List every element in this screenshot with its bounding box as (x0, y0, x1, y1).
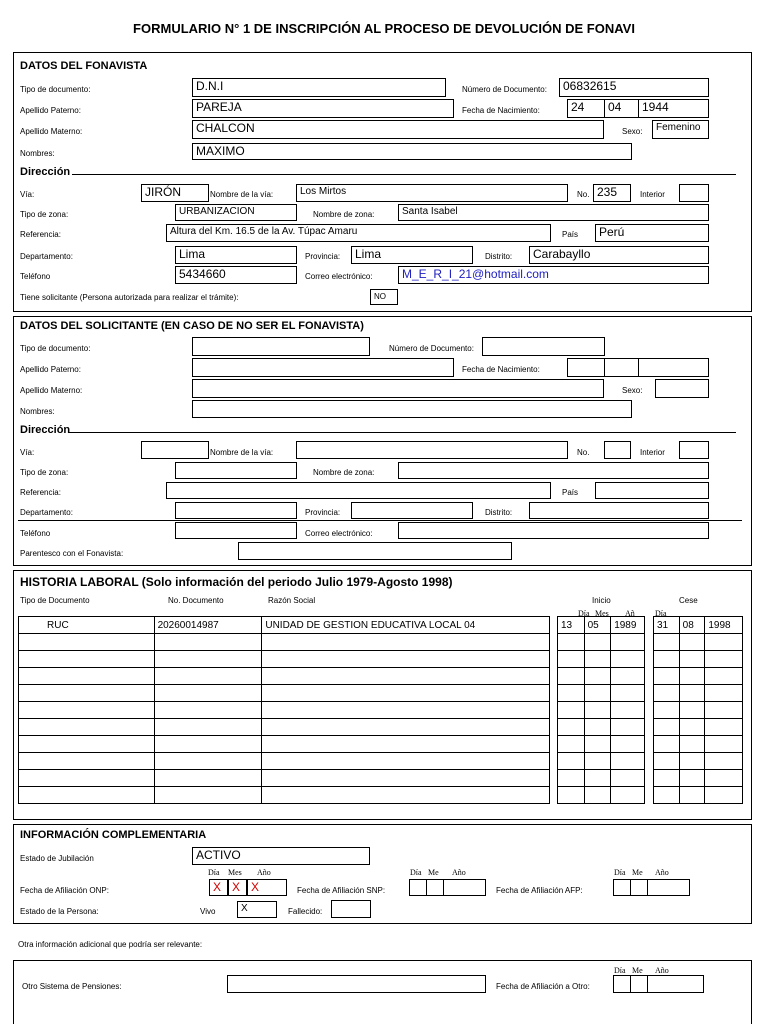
start-year-cell[interactable]: 1989 (611, 617, 645, 634)
end-day-cell[interactable] (654, 685, 680, 702)
job-start-row (558, 634, 645, 651)
end-month-cell[interactable] (679, 736, 705, 753)
start-year-cell[interactable] (611, 753, 645, 770)
pais-field[interactable]: Perú (595, 224, 709, 242)
s-pais-label: País (562, 488, 579, 497)
end-day-cell[interactable] (654, 770, 680, 787)
s-tipo-zona-field[interactable] (175, 462, 297, 479)
doc-type-cell[interactable] (19, 719, 155, 736)
afp-dia-header: Día (614, 868, 626, 877)
s-provincia-label: Provincia: (305, 508, 341, 517)
job-end-row (654, 651, 743, 668)
pais-label: País (562, 230, 579, 239)
start-day-cell[interactable] (558, 702, 585, 719)
s-nombre-via-label: Nombre de la vía: (210, 448, 274, 457)
end-year-cell[interactable] (705, 651, 743, 668)
razon-social-cell[interactable] (262, 770, 550, 787)
fallecido-field[interactable] (331, 900, 371, 918)
cese-dia-header: Día (655, 609, 667, 618)
start-month-cell[interactable] (584, 634, 611, 651)
otro-sistema-field[interactable] (227, 975, 486, 993)
end-year-cell[interactable] (705, 787, 743, 804)
s-nombre-zona-field[interactable] (398, 462, 709, 479)
otro-mes-header: Me (632, 966, 643, 975)
tipo-zona-label: Tipo de zona: (20, 210, 69, 219)
end-month-cell[interactable] (679, 719, 705, 736)
job-start-row (558, 685, 645, 702)
page-title: FORMULARIO N° 1 DE INSCRIPCIÓN AL PROCESO DE DEVOLUCIÓN DE FONAVI (133, 21, 635, 36)
nombre-zona-field[interactable]: Santa Isabel (398, 204, 709, 221)
col-razon-header: Razón Social (268, 596, 316, 605)
otro-anio-field[interactable] (647, 975, 704, 993)
s-tipo-zona-label: Tipo de zona: (20, 468, 69, 477)
end-month-cell[interactable]: 08 (679, 617, 705, 634)
col-inicio-header: Inicio (592, 596, 611, 605)
job-end-row (654, 719, 743, 736)
s-correo-field[interactable] (398, 522, 709, 539)
onp-label: Fecha de Afiliación ONP: (20, 886, 109, 895)
doc-number-cell[interactable]: 20260014987 (154, 617, 262, 634)
razon-social-cell[interactable] (262, 719, 550, 736)
vivo-label: Vivo (200, 907, 216, 916)
otro-sistema-label: Otro Sistema de Pensiones: (22, 982, 122, 991)
job-start-row (558, 719, 645, 736)
doc-type-cell[interactable] (19, 736, 155, 753)
otro-mes-field[interactable] (630, 975, 648, 993)
onp-anio-header: Año (257, 868, 271, 877)
s-no-label: No. (577, 448, 590, 457)
start-month-cell[interactable] (584, 736, 611, 753)
inicio-mes-header: Mes (595, 609, 609, 618)
end-month-cell[interactable] (679, 787, 705, 804)
end-day-cell[interactable] (654, 787, 680, 804)
s-fecha-nac-label: Fecha de Nacimiento: (462, 365, 540, 374)
fonavista-heading: DATOS DEL FONAVISTA (20, 60, 148, 72)
start-month-cell[interactable] (584, 668, 611, 685)
doc-type-cell[interactable] (19, 770, 155, 787)
otro-dia-header: Día (614, 966, 626, 975)
start-month-cell[interactable]: 05 (584, 617, 611, 634)
end-day-cell[interactable] (654, 651, 680, 668)
ap-paterno-field[interactable]: PAREJA (192, 99, 454, 118)
nac-dia-field[interactable]: 24 (567, 99, 605, 118)
job-end-row (654, 770, 743, 787)
end-year-cell[interactable] (705, 770, 743, 787)
job-row (19, 685, 550, 702)
start-year-cell[interactable] (611, 634, 645, 651)
job-start-row (558, 668, 645, 685)
start-year-cell[interactable] (611, 770, 645, 787)
s-nac-anio-field[interactable] (638, 358, 709, 377)
afp-mes-field[interactable] (630, 879, 648, 896)
razon-social-cell[interactable] (262, 651, 550, 668)
snp-anio-header: Año (452, 868, 466, 877)
historia-table-main (18, 616, 550, 804)
s-nombre-zona-label: Nombre de zona: (313, 468, 375, 477)
start-year-cell[interactable] (611, 787, 645, 804)
s-nombres-field[interactable] (192, 400, 632, 418)
start-month-cell[interactable] (584, 685, 611, 702)
end-year-cell[interactable] (705, 719, 743, 736)
start-day-cell[interactable] (558, 753, 585, 770)
job-end-row (654, 753, 743, 770)
ap-paterno-label: Apellido Paterno: (20, 106, 81, 115)
job-start-row (558, 617, 645, 634)
historia-table-cese (653, 616, 743, 804)
job-end-row (654, 634, 743, 651)
job-start-row (558, 736, 645, 753)
num-doc-label: Número de Documento: (462, 85, 547, 94)
s-direccion-heading: Dirección (20, 424, 71, 436)
s-via-field[interactable] (141, 441, 209, 459)
start-day-cell[interactable] (558, 770, 585, 787)
direccion-rule (72, 174, 736, 175)
doc-type-cell[interactable] (19, 685, 155, 702)
s-provincia-field[interactable] (351, 502, 473, 519)
ap-materno-label: Apellido Materno: (20, 127, 83, 136)
no-label: No. (577, 190, 590, 199)
direccion-heading: Dirección (20, 166, 71, 178)
end-year-cell[interactable] (705, 685, 743, 702)
sexo-label: Sexo: (622, 127, 643, 136)
doc-number-cell[interactable] (154, 668, 262, 685)
otro-dia-field[interactable] (613, 975, 631, 993)
job-row (19, 787, 550, 804)
start-year-cell[interactable] (611, 736, 645, 753)
nombres-label: Nombres: (20, 149, 55, 158)
s-distrito-label: Distrito: (485, 508, 513, 517)
onp-mes-header: Mes (228, 868, 242, 877)
snp-mes-header: Me (428, 868, 439, 877)
start-year-cell[interactable] (611, 685, 645, 702)
job-end-row (654, 668, 743, 685)
via-label: Vía: (20, 190, 35, 199)
historia-heading: HISTORIA LABORAL (Solo información del periodo Julio 1979-Agosto 1998) (20, 575, 453, 589)
num-doc-field[interactable]: 06832615 (559, 78, 709, 97)
historia-table-inicio (557, 616, 645, 804)
afiliacion-otro-label: Fecha de Afiliación a Otro: (496, 982, 590, 991)
interior-field[interactable] (679, 184, 709, 202)
s-sexo-label: Sexo: (622, 386, 643, 395)
col-no-header: No. Documento (168, 596, 224, 605)
solicitante-heading: DATOS DEL SOLICITANTE (EN CASO DE NO SER EL FONAVISTA) (20, 320, 364, 332)
doc-number-cell[interactable] (154, 702, 262, 719)
s-referencia-label: Referencia: (20, 488, 61, 497)
end-month-cell[interactable] (679, 634, 705, 651)
nombre-zona-label: Nombre de zona: (313, 210, 375, 219)
job-start-row (558, 651, 645, 668)
doc-type-cell[interactable] (19, 668, 155, 685)
complementaria-heading: INFORMACIÓN COMPLEMENTARIA (20, 829, 207, 841)
nac-mes-field[interactable]: 04 (604, 99, 639, 118)
doc-type-cell[interactable] (19, 634, 155, 651)
s-sexo-field[interactable] (655, 379, 709, 398)
s-ap-materno-field[interactable] (192, 379, 604, 398)
start-day-cell[interactable] (558, 787, 585, 804)
afp-mes-header: Me (632, 868, 643, 877)
s-departamento-label: Departamento: (20, 508, 73, 517)
doc-number-cell[interactable] (154, 685, 262, 702)
job-row (19, 736, 550, 753)
snp-mes-field[interactable] (426, 879, 444, 896)
end-month-cell[interactable] (679, 651, 705, 668)
fecha-nac-label: Fecha de Nacimiento: (462, 106, 540, 115)
end-year-cell[interactable]: 1998 (705, 617, 743, 634)
interior-label: Interior (640, 190, 665, 199)
onp-dia-field[interactable]: X (209, 879, 228, 896)
snp-anio-field[interactable] (443, 879, 486, 896)
end-year-cell[interactable] (705, 702, 743, 719)
snp-dia-field[interactable] (409, 879, 427, 896)
onp-anio-field[interactable]: X (247, 879, 287, 896)
start-month-cell[interactable] (584, 702, 611, 719)
end-day-cell[interactable] (654, 736, 680, 753)
provincia-label: Provincia: (305, 252, 341, 261)
inicio-dia-header: Día (578, 609, 590, 618)
start-year-cell[interactable] (611, 651, 645, 668)
doc-type-cell[interactable] (19, 702, 155, 719)
razon-social-cell[interactable] (262, 668, 550, 685)
start-month-cell[interactable] (584, 719, 611, 736)
doc-number-cell[interactable] (154, 719, 262, 736)
doc-type-cell[interactable] (19, 787, 155, 804)
s-ap-paterno-label: Apellido Paterno: (20, 365, 81, 374)
s-nac-dia-field[interactable] (567, 358, 605, 377)
nac-anio-field[interactable]: 1944 (638, 99, 709, 118)
s-referencia-field[interactable] (166, 482, 551, 499)
tipo-zona-field[interactable]: URBANIZACION (175, 204, 297, 221)
razon-social-cell[interactable] (262, 702, 550, 719)
onp-mes-field[interactable]: X (228, 879, 247, 896)
start-year-cell[interactable] (611, 668, 645, 685)
s-no-field[interactable] (604, 441, 631, 459)
end-month-cell[interactable] (679, 668, 705, 685)
start-month-cell[interactable] (584, 787, 611, 804)
s-parentesco-field[interactable] (238, 542, 512, 560)
s-via-label: Vía: (20, 448, 35, 457)
inicio-anio-header: Añ (625, 609, 635, 618)
otra-info-label: Otra información adicional que podría ser relevante: (18, 940, 203, 949)
snp-label: Fecha de Afiliación SNP: (297, 886, 386, 895)
end-day-cell[interactable] (654, 719, 680, 736)
start-day-cell[interactable]: 13 (558, 617, 585, 634)
referencia-label: Referencia: (20, 230, 61, 239)
job-row (19, 753, 550, 770)
job-row (19, 770, 550, 787)
solicitante-label: Tiene solicitante (Persona autorizada para realizar el trámite): (20, 293, 239, 302)
s-interior-field[interactable] (679, 441, 709, 459)
end-day-cell[interactable] (654, 702, 680, 719)
nombre-via-field[interactable]: Los Mirtos (296, 184, 568, 202)
snp-dia-header: Día (410, 868, 422, 877)
end-year-cell[interactable] (705, 668, 743, 685)
tipo-doc-label: Tipo de documento: (20, 85, 91, 94)
job-row (19, 651, 550, 668)
afp-dia-field[interactable] (613, 879, 631, 896)
end-month-cell[interactable] (679, 685, 705, 702)
s-direccion-rule (68, 432, 736, 433)
job-end-row (654, 702, 743, 719)
afp-anio-field[interactable] (647, 879, 690, 896)
razon-social-cell[interactable]: UNIDAD DE GESTION EDUCATIVA LOCAL 04 (262, 617, 550, 634)
distrito-field[interactable]: Carabayllo (529, 246, 709, 264)
s-ap-paterno-field[interactable] (192, 358, 454, 377)
start-year-cell[interactable] (611, 702, 645, 719)
job-start-row (558, 770, 645, 787)
job-row (19, 617, 550, 634)
s-correo-label: Correo electrónico: (305, 529, 373, 538)
razon-social-cell[interactable] (262, 685, 550, 702)
razon-social-cell[interactable] (262, 736, 550, 753)
job-row (19, 668, 550, 685)
start-day-cell[interactable] (558, 685, 585, 702)
afp-anio-header: Año (655, 868, 669, 877)
razon-social-cell[interactable] (262, 634, 550, 651)
s-tipo-doc-field[interactable] (192, 337, 370, 356)
start-day-cell[interactable] (558, 651, 585, 668)
s-distrito-rule (18, 520, 742, 521)
otro-anio-header: Año (655, 966, 669, 975)
col-tipo-header: Tipo de Documento (20, 596, 90, 605)
s-nombre-via-field[interactable] (296, 441, 568, 459)
s-telefono-label: Teléfono (20, 529, 51, 538)
doc-number-cell[interactable] (154, 753, 262, 770)
s-nombres-label: Nombres: (20, 407, 55, 416)
afp-label: Fecha de Afiliación AFP: (496, 886, 583, 895)
s-nac-mes-field[interactable] (604, 358, 639, 377)
jubilacion-field[interactable]: ACTIVO (192, 847, 370, 865)
s-parentesco-label: Parentesco con el Fonavista: (20, 549, 124, 558)
s-num-doc-field[interactable] (482, 337, 605, 356)
start-day-cell[interactable] (558, 736, 585, 753)
s-departamento-field[interactable] (175, 502, 297, 519)
doc-number-cell[interactable] (154, 787, 262, 804)
job-row (19, 634, 550, 651)
job-end-row (654, 617, 743, 634)
start-day-cell[interactable] (558, 719, 585, 736)
nombres-field[interactable]: MAXIMO (192, 143, 632, 160)
telefono-field[interactable]: 5434660 (175, 266, 297, 284)
start-day-cell[interactable] (558, 634, 585, 651)
doc-type-cell[interactable] (19, 753, 155, 770)
start-month-cell[interactable] (584, 770, 611, 787)
end-day-cell[interactable] (654, 753, 680, 770)
s-num-doc-label: Número de Documento: (389, 344, 474, 353)
doc-type-cell[interactable] (19, 651, 155, 668)
no-field[interactable]: 235 (593, 184, 631, 202)
end-year-cell[interactable] (705, 753, 743, 770)
doc-number-cell[interactable] (154, 770, 262, 787)
provincia-field[interactable]: Lima (351, 246, 473, 264)
start-month-cell[interactable] (584, 651, 611, 668)
start-month-cell[interactable] (584, 753, 611, 770)
job-start-row (558, 787, 645, 804)
referencia-field[interactable]: Altura del Km. 16.5 de la Av. Túpac Amaru (166, 224, 551, 242)
job-end-row (654, 685, 743, 702)
doc-number-cell[interactable] (154, 651, 262, 668)
distrito-label: Distrito: (485, 252, 513, 261)
start-day-cell[interactable] (558, 668, 585, 685)
ap-materno-field[interactable]: CHALCON (192, 120, 604, 139)
end-month-cell[interactable] (679, 702, 705, 719)
end-month-cell[interactable] (679, 753, 705, 770)
via-field[interactable]: JIRÓN (141, 184, 209, 202)
onp-dia-header: Día (208, 868, 220, 877)
estado-label: Estado de la Persona: (20, 907, 99, 916)
departamento-label: Departamento: (20, 252, 73, 261)
vivo-field[interactable]: X (237, 901, 277, 918)
job-row (19, 719, 550, 736)
start-year-cell[interactable] (611, 719, 645, 736)
departamento-field[interactable]: Lima (175, 246, 297, 264)
s-distrito-field[interactable] (529, 502, 709, 519)
col-cese-header: Cese (679, 596, 698, 605)
doc-number-cell[interactable] (154, 634, 262, 651)
s-ap-materno-label: Apellido Materno: (20, 386, 83, 395)
end-year-cell[interactable] (705, 736, 743, 753)
tipo-doc-field[interactable]: D.N.I (192, 78, 446, 97)
nombre-via-label: Nombre de la vía: (210, 190, 274, 199)
s-pais-field[interactable] (595, 482, 709, 499)
solicitante-field[interactable]: NO (370, 289, 398, 305)
telefono-label: Teléfono (20, 272, 51, 281)
s-telefono-field[interactable] (175, 522, 297, 539)
correo-field[interactable]: M_E_R_I_21@hotmail.com (398, 266, 709, 284)
correo-label: Correo electrónico: (305, 272, 373, 281)
job-start-row (558, 753, 645, 770)
end-day-cell[interactable] (654, 634, 680, 651)
job-row (19, 702, 550, 719)
fallecido-label: Fallecido: (288, 907, 323, 916)
end-day-cell[interactable]: 31 (654, 617, 680, 634)
doc-number-cell[interactable] (154, 736, 262, 753)
end-year-cell[interactable] (705, 634, 743, 651)
end-day-cell[interactable] (654, 668, 680, 685)
end-month-cell[interactable] (679, 770, 705, 787)
razon-social-cell[interactable] (262, 787, 550, 804)
doc-type-cell[interactable]: RUC (19, 617, 155, 634)
job-end-row (654, 736, 743, 753)
job-end-row (654, 787, 743, 804)
razon-social-cell[interactable] (262, 753, 550, 770)
sexo-field[interactable]: Femenino (652, 120, 709, 139)
s-tipo-doc-label: Tipo de documento: (20, 344, 91, 353)
s-interior-label: Interior (640, 448, 665, 457)
job-start-row (558, 702, 645, 719)
jubilacion-label: Estado de Jubilación (20, 854, 94, 863)
